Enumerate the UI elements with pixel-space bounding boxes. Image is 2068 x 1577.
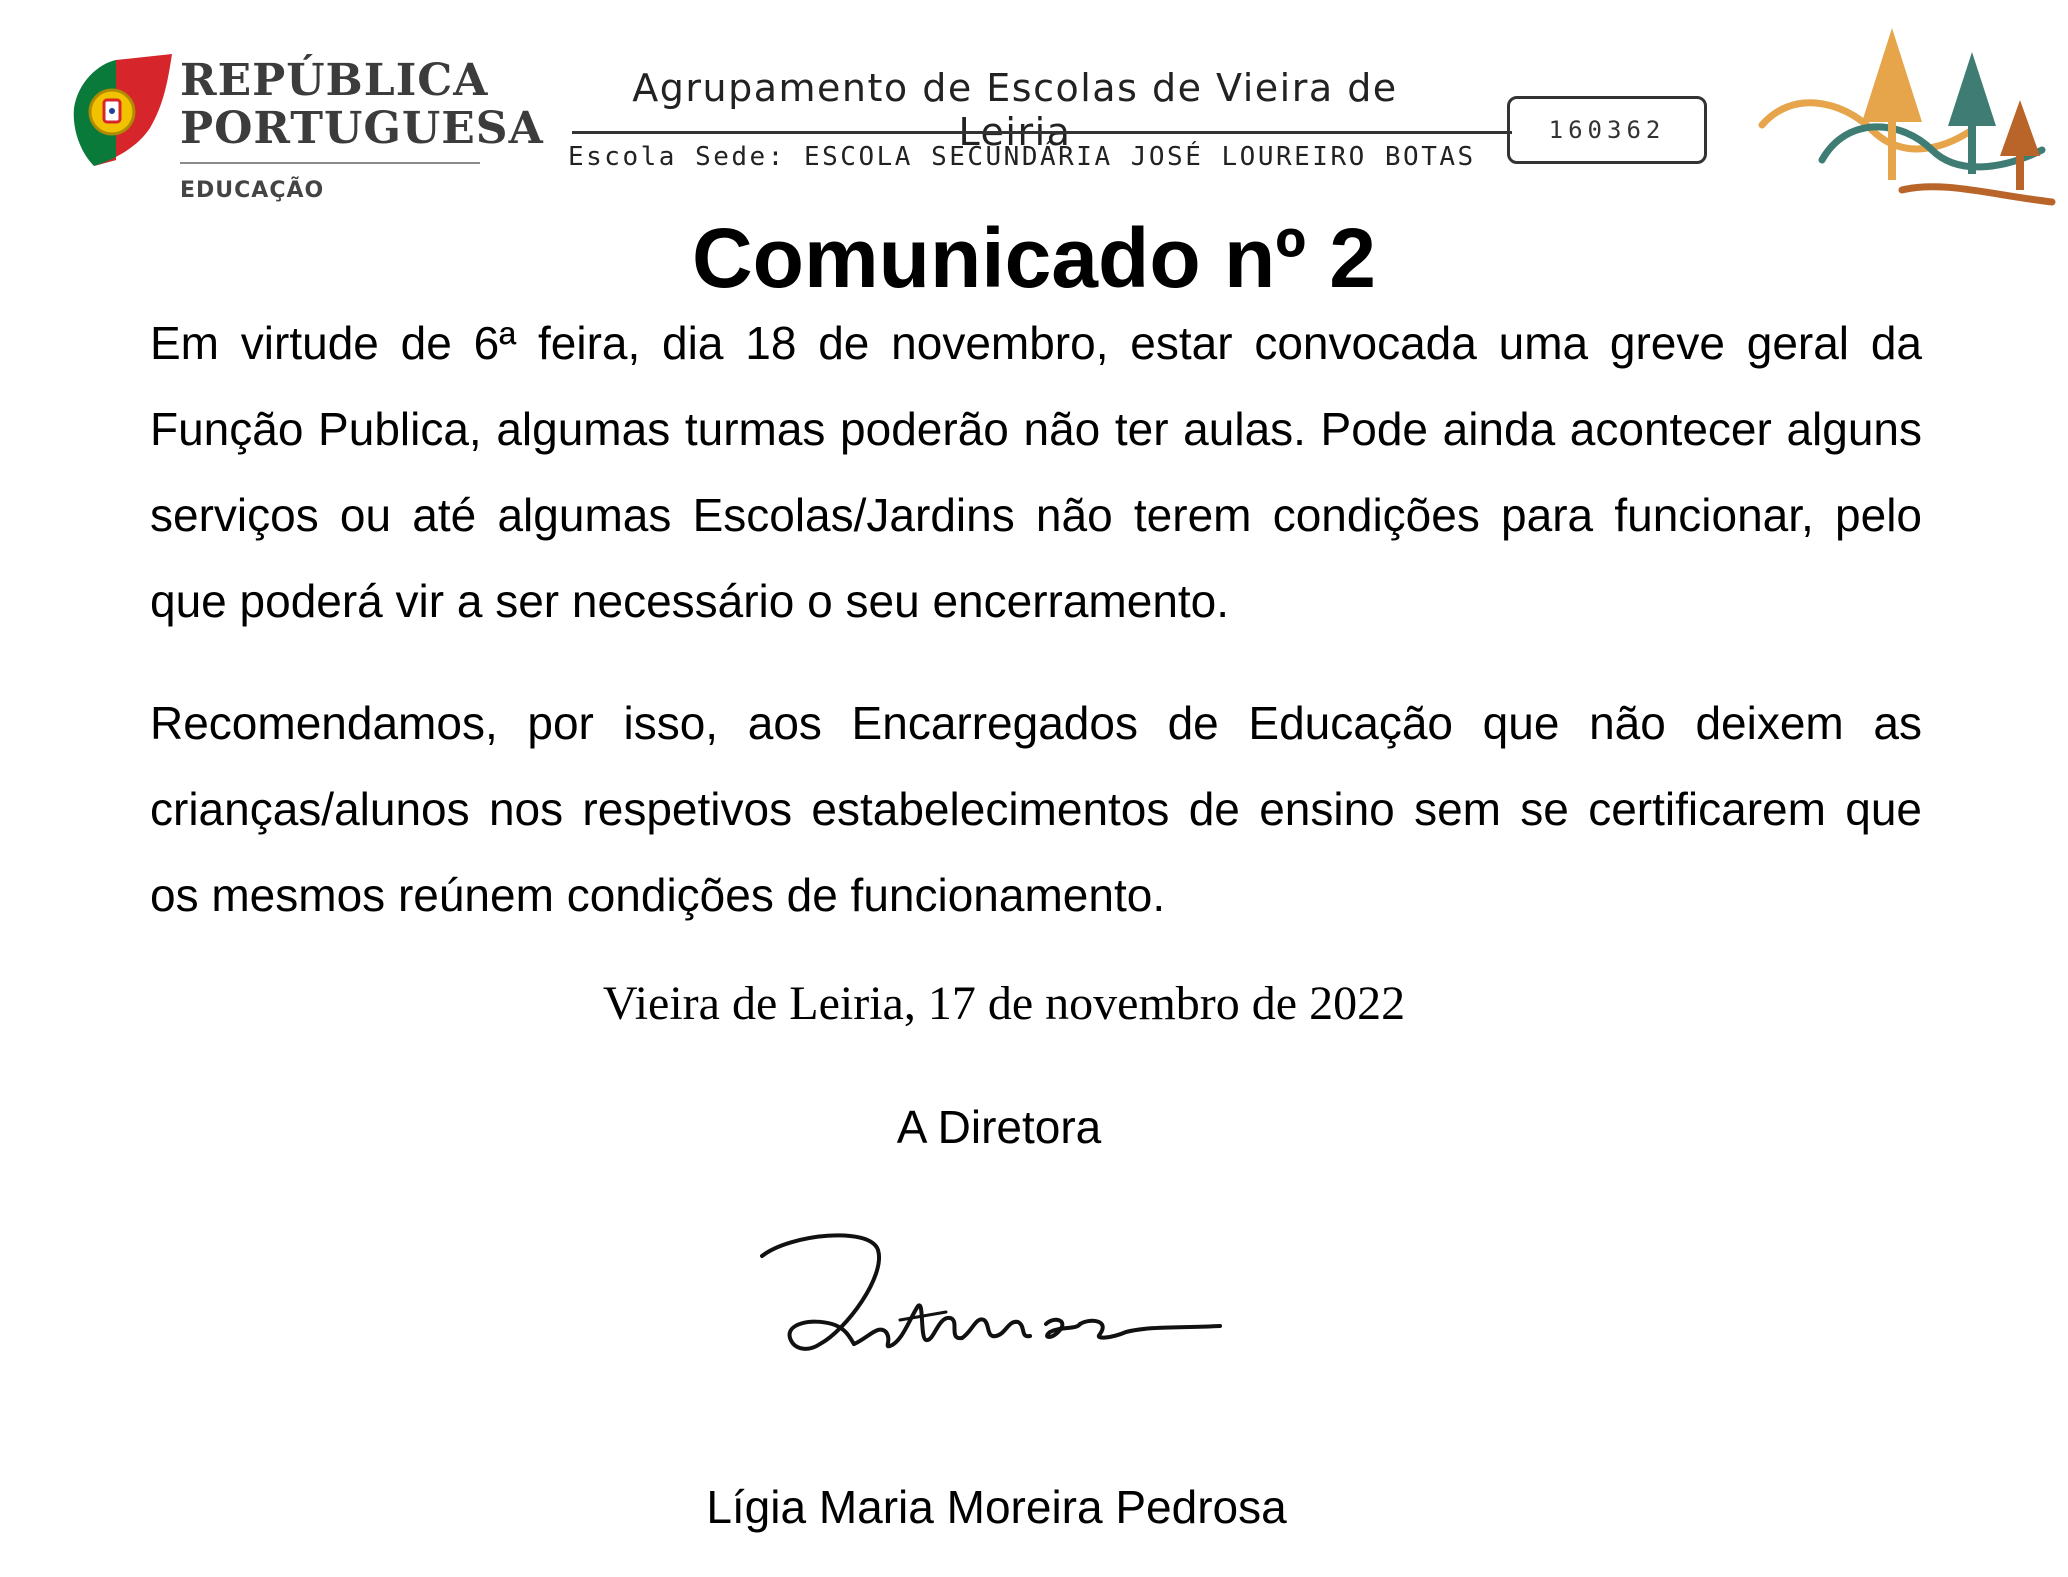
document-title: Comunicado nº 2 <box>691 211 1377 305</box>
place-and-date: Vieira de Leiria, 17 de novembro de 2022 <box>602 977 1406 1030</box>
republica-portuguesa-logo <box>68 50 544 220</box>
school-trees-logo-icon <box>1752 20 2062 210</box>
school-code: 160362 <box>1548 116 1666 144</box>
portuguese-flag-emblem-icon <box>68 54 176 172</box>
body-paragraph-1: Em virtude de 6ª feira, dia 18 de novembro, estar convocada uma greve geral da Função Publica, algumas turmas poderão não ter aulas. Pode ainda acontecer alguns serviços ou até algumas Escolas/Jardins não terem condições para funcionar, pelo que poderá vir a ser necessário o seu encerramento. <box>150 317 1922 627</box>
body-paragraph-2: Recomendamos, por isso, aos Encarregados de Educação que não deixem as crianças/alunos nos respetivos estabelecimentos de ensino sem se certificarem que os mesmos reúnem condições de funcionamento. <box>150 697 1922 921</box>
school-headquarters: Escola Sede: ESCOLA SECUNDÁRIA JOSÉ LOUREIRO BOTAS <box>568 142 1476 172</box>
header-divider <box>572 131 1512 134</box>
school-code-box <box>1507 96 1707 164</box>
gov-ministry-label: EDUCAÇÃO <box>180 178 325 203</box>
gov-logo-divider <box>180 162 480 164</box>
gov-name-line2: PORTUGUESA <box>180 103 544 154</box>
school-group-name: Agrupamento de Escolas de Vieira de Leiria <box>632 66 1398 154</box>
signatory-role: A Diretora <box>896 1101 1102 1153</box>
gov-name-line1: REPÚBLICA <box>180 55 489 106</box>
handwritten-signature <box>750 1220 1230 1420</box>
signatory-name: Lígia Maria Moreira Pedrosa <box>706 1481 1287 1533</box>
